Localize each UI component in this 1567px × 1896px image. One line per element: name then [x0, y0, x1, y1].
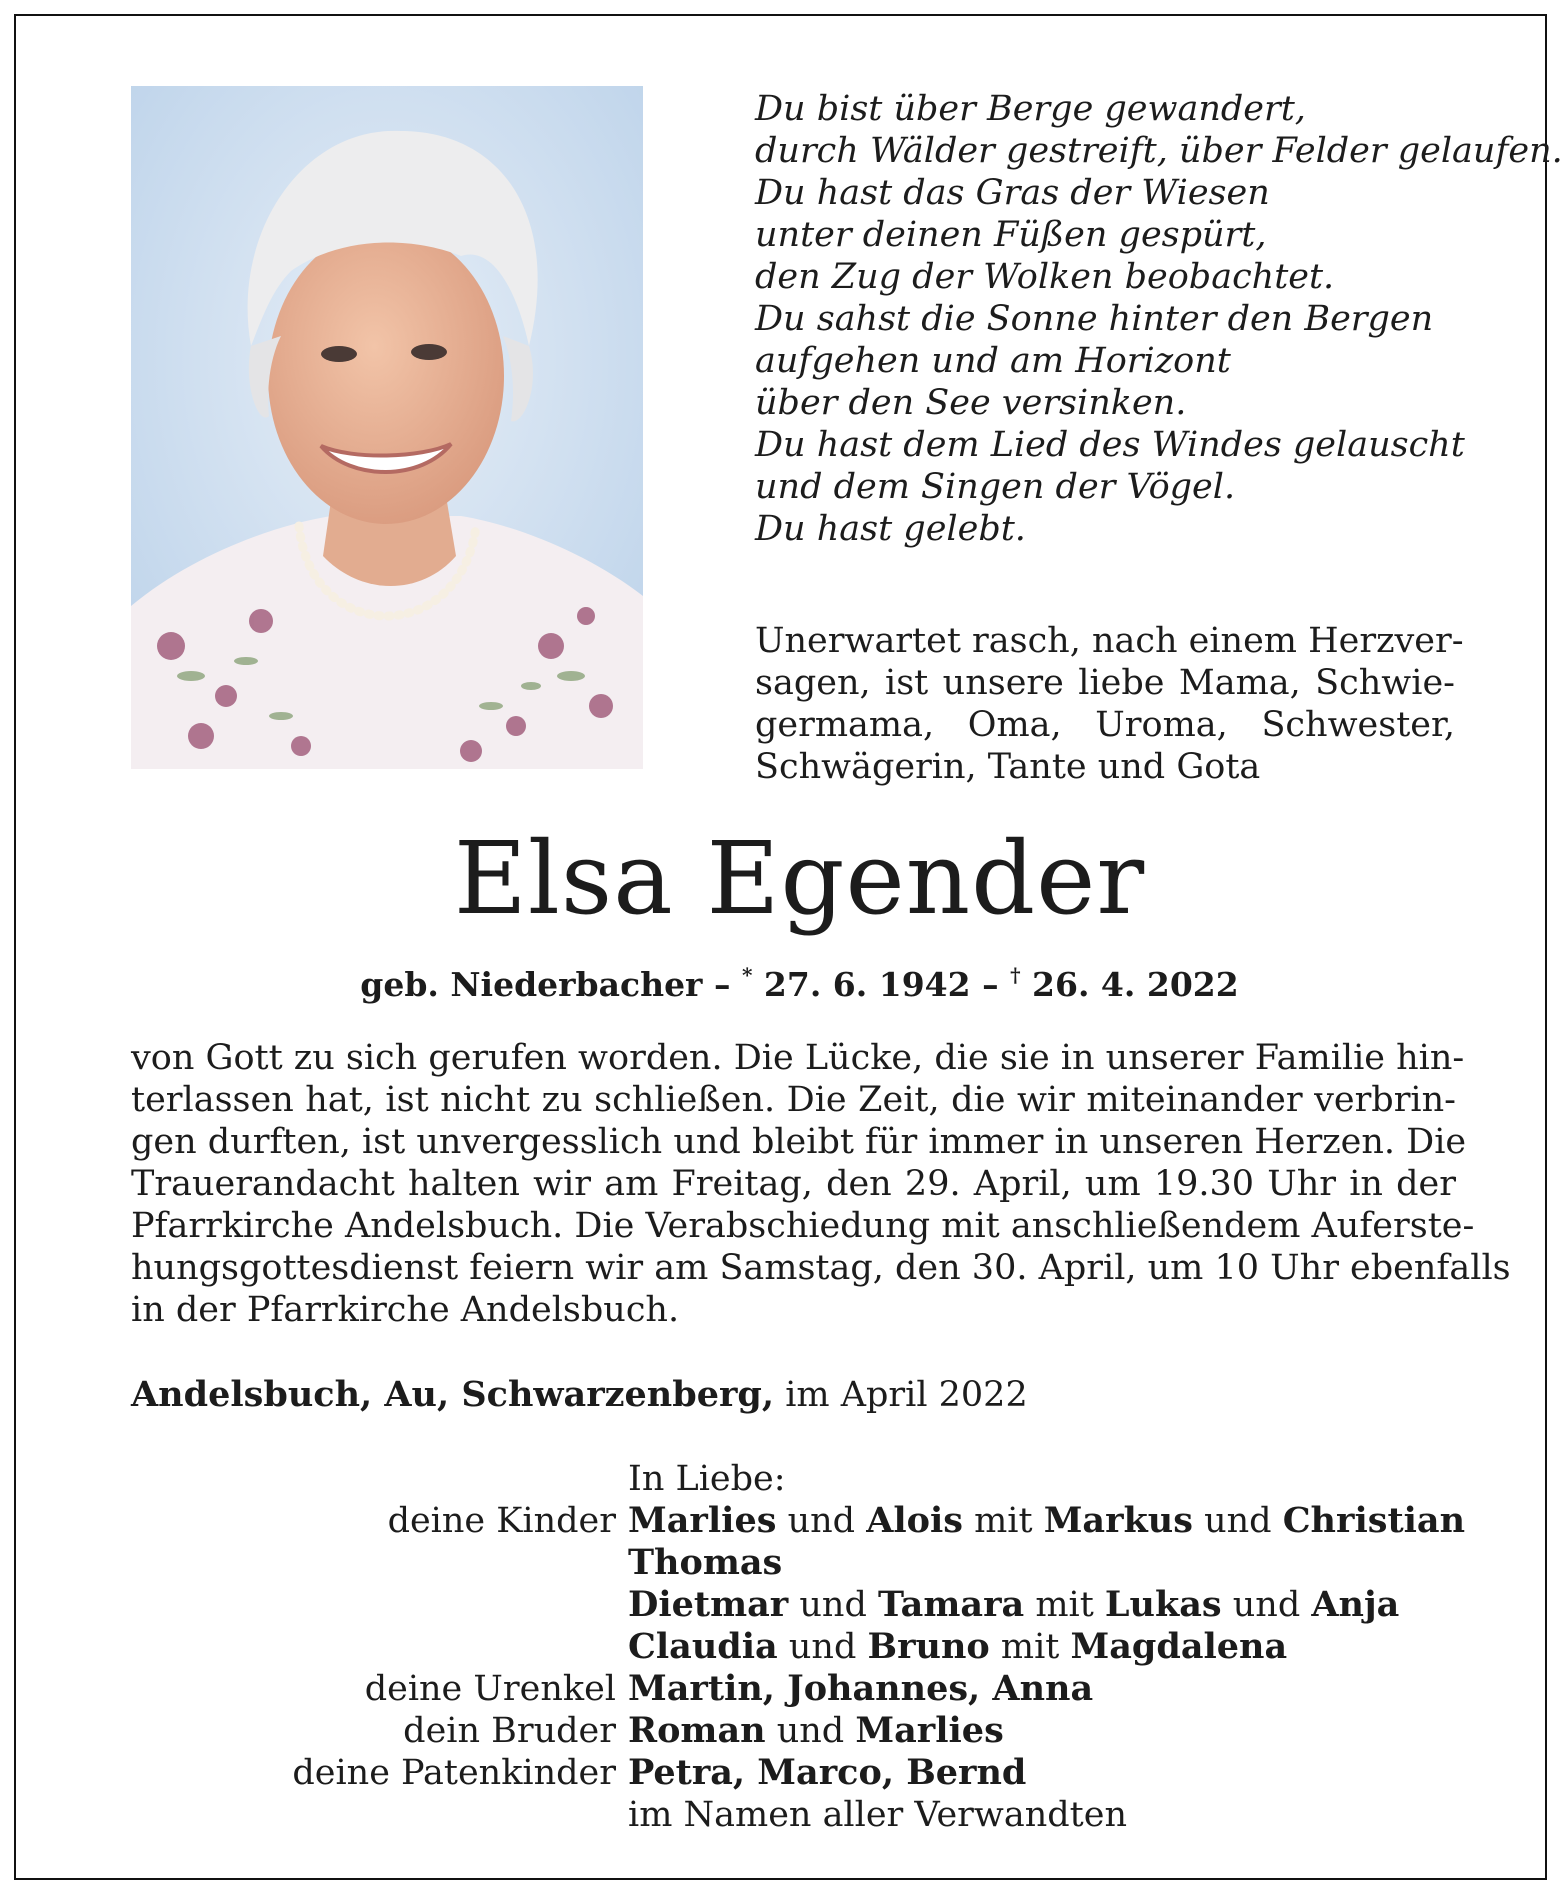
- body-line: in der Pfarrkirche Andelsbuch.: [131, 1290, 680, 1330]
- place-date-line: [131, 1374, 1028, 1416]
- poem-line: über den See versinken.: [755, 383, 1187, 423]
- intro-text: [755, 620, 1464, 788]
- family-row: [16, 1668, 1567, 1710]
- poem-line: Du hast gelebt.: [755, 509, 1026, 549]
- birth-star-icon: *: [741, 963, 753, 987]
- family-connector: mit: [962, 1501, 1044, 1541]
- family-member-name: Magdalena: [1070, 1626, 1288, 1667]
- poem-line: Du hast dem Lied des Windes gelauscht: [755, 425, 1465, 465]
- family-relation: dein Bruder: [403, 1711, 616, 1751]
- body-line: terlassen hat, ist nicht zu schließen. Die Zeit, die wir miteinander verbrin-: [131, 1080, 1456, 1120]
- family-connector: und: [788, 1585, 878, 1625]
- family-connector: und: [777, 1627, 868, 1667]
- family-member-name: Roman: [628, 1710, 766, 1751]
- family-names: [628, 1584, 1399, 1626]
- family-names: [628, 1752, 1026, 1794]
- family-names: [628, 1668, 1093, 1710]
- family-relation: deine Urenkel: [364, 1669, 616, 1709]
- family-member-name: Marlies: [628, 1500, 777, 1541]
- family-names: [628, 1710, 1004, 1752]
- place-date: im April 2022: [774, 1375, 1028, 1415]
- family-names: [628, 1794, 1127, 1836]
- family-member-name: Dietmar: [628, 1584, 789, 1625]
- family-list: [16, 1500, 1567, 1836]
- family-row: [16, 1542, 1567, 1584]
- family-member-name: Marlies: [855, 1710, 1004, 1751]
- poem: [755, 88, 1563, 550]
- dash-separator: –: [970, 965, 1011, 1004]
- family-member-name: Alois: [866, 1500, 963, 1541]
- portrait-photo: [131, 86, 643, 769]
- dash-separator: –: [702, 965, 742, 1004]
- intro-line: sagen, ist unsere liebe Mama, Schwie-: [755, 663, 1455, 703]
- body-line: von Gott zu sich gerufen worden. Die Lücke, die sie in unserer Familie hin-: [131, 1038, 1465, 1078]
- family-connector: mit: [1024, 1585, 1105, 1625]
- poem-line: den Zug der Wolken beobachtet.: [755, 257, 1335, 297]
- poem-line: Du hast das Gras der Wiesen: [755, 173, 1270, 213]
- body-line: gen durften, ist unvergesslich und bleibt für immer in unseren Herzen. Die: [131, 1122, 1467, 1162]
- intro-line: Schwägerin, Tante und Gota: [755, 747, 1261, 787]
- deceased-name: Elsa Egender: [453, 820, 1146, 937]
- poem-line: durch Wälder gestreift, über Felder gelaufen.: [755, 131, 1563, 171]
- family-names: [628, 1626, 1287, 1668]
- body-text: [131, 1037, 1511, 1331]
- family-member-name: Thomas: [628, 1542, 783, 1583]
- obituary-notice: [14, 14, 1563, 1880]
- family-member-name: Tamara: [877, 1584, 1025, 1625]
- body-line: Trauerandacht halten wir am Freitag, den 29. April, um 19.30 Uhr in der: [131, 1164, 1456, 1204]
- family-connector: und: [1221, 1585, 1312, 1625]
- family-names: [628, 1542, 782, 1584]
- family-relation: deine Patenkinder: [292, 1753, 616, 1793]
- family-connector: und: [1192, 1501, 1283, 1541]
- family-member-name: Claudia: [628, 1626, 778, 1667]
- family-connector: und: [765, 1711, 856, 1751]
- family-row: [16, 1752, 1567, 1794]
- birth-date: 27. 6. 1942: [752, 965, 971, 1004]
- death-cross-icon: †: [1010, 963, 1021, 987]
- family-member-name: Christian: [1282, 1500, 1466, 1541]
- family-member-name: Bruno: [867, 1626, 990, 1667]
- poem-line: aufgehen und am Horizont: [755, 341, 1231, 381]
- birth-name: geb. Niederbacher: [360, 965, 703, 1004]
- poem-line: unter deinen Füßen gespürt,: [755, 215, 1267, 255]
- place-names: Andelsbuch, Au, Schwarzenberg,: [131, 1374, 775, 1415]
- family-row: [16, 1584, 1567, 1626]
- family-names: [628, 1500, 1465, 1542]
- family-member-name: Martin, Johannes, Anna: [628, 1668, 1094, 1709]
- family-row: [16, 1710, 1567, 1752]
- family-row: [16, 1500, 1567, 1542]
- body-line: hungsgottesdienst feiern wir am Samstag, den 30. April, um 10 Uhr ebenfalls: [131, 1248, 1511, 1288]
- signoff: In Liebe:: [628, 1459, 786, 1499]
- family-connector: mit: [989, 1627, 1071, 1667]
- family-connector: und: [776, 1501, 867, 1541]
- life-dates: [16, 954, 1567, 1006]
- death-date: 26. 4. 2022: [1020, 965, 1239, 1004]
- family-row: [16, 1794, 1567, 1836]
- family-row: [16, 1626, 1567, 1668]
- family-member-name: Petra, Marco, Bernd: [628, 1752, 1027, 1793]
- family-connector: im Namen aller Verwandten: [628, 1795, 1127, 1835]
- family-member-name: Markus: [1043, 1500, 1193, 1541]
- body-line: Pfarrkirche Andelsbuch. Die Verabschiedung mit anschließendem Auferste-: [131, 1206, 1475, 1246]
- family-member-name: Lukas: [1104, 1584, 1222, 1625]
- poem-line: und dem Singen der Vögel.: [755, 467, 1236, 507]
- family-relation: deine Kinder: [387, 1501, 616, 1541]
- poem-line: Du bist über Berge gewandert,: [755, 89, 1306, 129]
- portrait-illustration: [131, 86, 643, 769]
- poem-line: Du sahst die Sonne hinter den Bergen: [755, 299, 1434, 339]
- intro-line: Unerwartet rasch, nach einem Herzver-: [755, 621, 1464, 661]
- family-member-name: Anja: [1311, 1584, 1400, 1625]
- intro-line: germama, Oma, Uroma, Schwester,: [755, 705, 1455, 745]
